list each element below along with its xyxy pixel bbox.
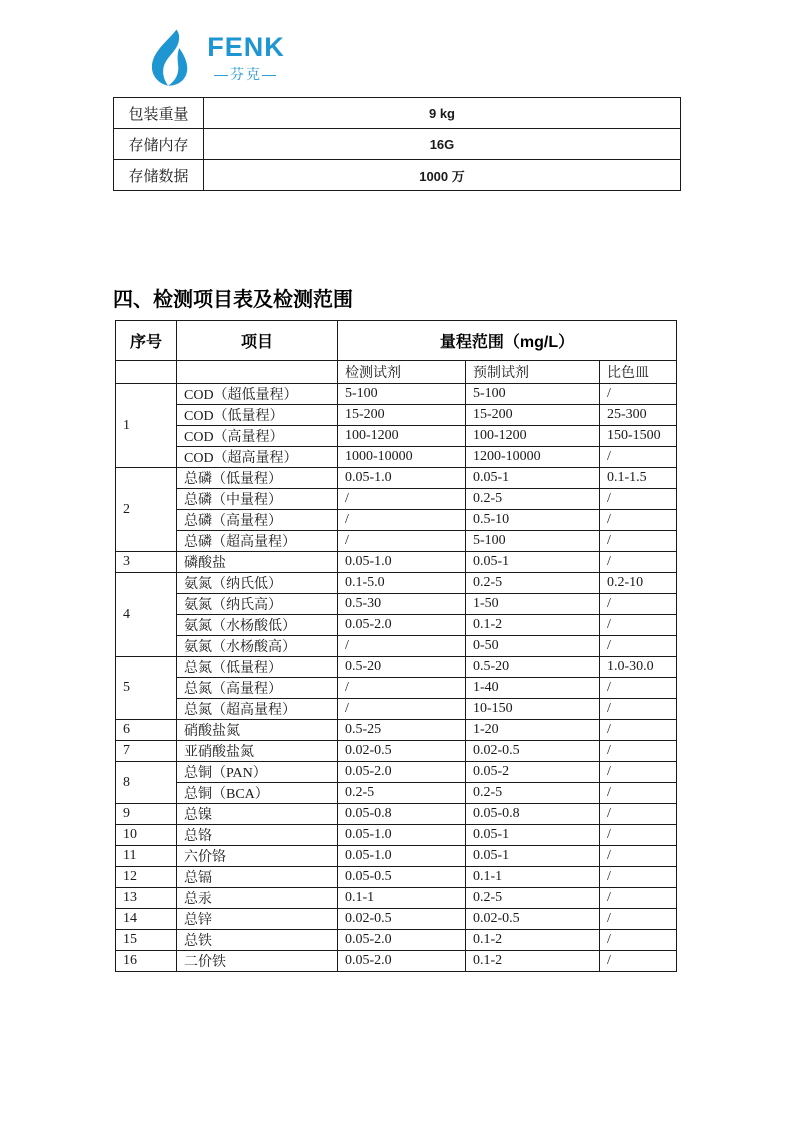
premade-reagent-cell: 5-100 — [466, 384, 600, 405]
item-cell: 总镉 — [177, 867, 338, 888]
item-cell: 硝酸盐氮 — [177, 720, 338, 741]
item-cell: 总锌 — [177, 909, 338, 930]
spec-table — [113, 97, 681, 191]
test-reagent-cell: 0.5-20 — [338, 657, 466, 678]
cuvette-cell: 25-300 — [600, 405, 677, 426]
item-cell: 总氮（低量程） — [177, 657, 338, 678]
cuvette-cell: / — [600, 447, 677, 468]
item-cell: COD（高量程） — [177, 426, 338, 447]
item-cell: 总磷（超高量程） — [177, 531, 338, 552]
col-header-range: 量程范围（mg/L） — [338, 321, 677, 361]
premade-reagent-cell: 0-50 — [466, 636, 600, 657]
test-reagent-cell: 0.5-30 — [338, 594, 466, 615]
premade-reagent-cell: 0.5-20 — [466, 657, 600, 678]
premade-reagent-cell: 0.05-1 — [466, 846, 600, 867]
col-header-item: 项目 — [177, 321, 338, 361]
test-reagent-cell: 15-200 — [338, 405, 466, 426]
cuvette-cell: 0.1-1.5 — [600, 468, 677, 489]
detection-table — [115, 320, 677, 972]
seq-cell: 12 — [116, 867, 177, 888]
test-reagent-cell: 0.05-1.0 — [338, 468, 466, 489]
premade-reagent-cell: 0.1-1 — [466, 867, 600, 888]
seq-cell: 5 — [116, 657, 177, 720]
test-reagent-cell: 0.02-0.5 — [338, 741, 466, 762]
spec-table-row — [114, 98, 681, 129]
table-row — [116, 909, 677, 930]
spec-table-row — [114, 129, 681, 160]
cuvette-cell: / — [600, 867, 677, 888]
spec-table-body — [114, 98, 681, 191]
subheader-empty-item — [177, 361, 338, 384]
premade-reagent-cell: 0.05-2 — [466, 762, 600, 783]
premade-reagent-cell: 0.05-1 — [466, 468, 600, 489]
fenk-logo — [146, 26, 296, 92]
premade-reagent-cell: 0.05-1 — [466, 825, 600, 846]
cuvette-cell: 150-1500 — [600, 426, 677, 447]
spec-label: 存储数据 — [114, 160, 204, 191]
cuvette-cell: / — [600, 510, 677, 531]
item-cell: 氨氮（纳氏低） — [177, 573, 338, 594]
cuvette-cell: / — [600, 804, 677, 825]
cuvette-cell: 0.2-10 — [600, 573, 677, 594]
cuvette-cell: / — [600, 531, 677, 552]
premade-reagent-cell: 0.02-0.5 — [466, 741, 600, 762]
item-cell: 总汞 — [177, 888, 338, 909]
test-reagent-cell: 0.1-1 — [338, 888, 466, 909]
item-cell: 六价铬 — [177, 846, 338, 867]
test-reagent-cell: 0.05-0.8 — [338, 804, 466, 825]
test-reagent-cell: 0.05-1.0 — [338, 825, 466, 846]
cuvette-cell: / — [600, 783, 677, 804]
table-row — [116, 468, 677, 489]
table-row — [116, 804, 677, 825]
subheader-cuvette: 比色皿 — [600, 361, 677, 384]
premade-reagent-cell: 0.1-2 — [466, 615, 600, 636]
test-reagent-cell: 0.05-2.0 — [338, 951, 466, 972]
table-row — [116, 405, 677, 426]
table-row — [116, 636, 677, 657]
table-row — [116, 951, 677, 972]
test-reagent-cell: 0.05-2.0 — [338, 930, 466, 951]
logo-brand-name: FENK — [207, 32, 285, 62]
item-cell: 总铬 — [177, 825, 338, 846]
premade-reagent-cell: 0.5-10 — [466, 510, 600, 531]
seq-cell: 3 — [116, 552, 177, 573]
item-cell: 总镍 — [177, 804, 338, 825]
item-cell: COD（低量程） — [177, 405, 338, 426]
item-cell: 总磷（高量程） — [177, 510, 338, 531]
table-row — [116, 720, 677, 741]
premade-reagent-cell: 1-50 — [466, 594, 600, 615]
spec-label: 包装重量 — [114, 98, 204, 129]
premade-reagent-cell: 5-100 — [466, 531, 600, 552]
seq-cell: 6 — [116, 720, 177, 741]
cuvette-cell: / — [600, 384, 677, 405]
seq-cell: 4 — [116, 573, 177, 657]
table-row — [116, 447, 677, 468]
cuvette-cell: / — [600, 699, 677, 720]
header-row — [116, 321, 677, 361]
test-reagent-cell: 0.05-1.0 — [338, 552, 466, 573]
spec-table-row — [114, 160, 681, 191]
table-row — [116, 426, 677, 447]
table-row — [116, 930, 677, 951]
item-cell: 二价铁 — [177, 951, 338, 972]
table-row — [116, 867, 677, 888]
seq-cell: 11 — [116, 846, 177, 867]
premade-reagent-cell: 0.2-5 — [466, 888, 600, 909]
premade-reagent-cell: 15-200 — [466, 405, 600, 426]
premade-reagent-cell: 10-150 — [466, 699, 600, 720]
item-cell: 总氮（超高量程） — [177, 699, 338, 720]
item-cell: 亚硝酸盐氮 — [177, 741, 338, 762]
test-reagent-cell: 0.05-2.0 — [338, 615, 466, 636]
col-header-seq: 序号 — [116, 321, 177, 361]
test-reagent-cell: 100-1200 — [338, 426, 466, 447]
item-cell: 氨氮（水杨酸高） — [177, 636, 338, 657]
cuvette-cell: / — [600, 888, 677, 909]
premade-reagent-cell: 1200-10000 — [466, 447, 600, 468]
test-reagent-cell: 5-100 — [338, 384, 466, 405]
premade-reagent-cell: 0.1-2 — [466, 930, 600, 951]
subheader-row — [116, 361, 677, 384]
cuvette-cell: / — [600, 930, 677, 951]
table-row — [116, 762, 677, 783]
test-reagent-cell: / — [338, 678, 466, 699]
item-cell: 总磷（低量程） — [177, 468, 338, 489]
seq-cell: 10 — [116, 825, 177, 846]
seq-cell: 8 — [116, 762, 177, 804]
seq-cell: 2 — [116, 468, 177, 552]
item-cell: COD（超低量程） — [177, 384, 338, 405]
test-reagent-cell: / — [338, 531, 466, 552]
table-row — [116, 783, 677, 804]
test-reagent-cell: 1000-10000 — [338, 447, 466, 468]
detection-table-head — [116, 321, 677, 384]
cuvette-cell: / — [600, 489, 677, 510]
spec-value: 1000 万 — [204, 160, 681, 191]
subheader-test-reagent: 检测试剂 — [338, 361, 466, 384]
table-row — [116, 846, 677, 867]
seq-cell: 13 — [116, 888, 177, 909]
table-row — [116, 510, 677, 531]
table-row — [116, 615, 677, 636]
cuvette-cell: / — [600, 762, 677, 783]
table-row — [116, 489, 677, 510]
test-reagent-cell: / — [338, 489, 466, 510]
test-reagent-cell: 0.1-5.0 — [338, 573, 466, 594]
cuvette-cell: / — [600, 825, 677, 846]
logo-brand-name-cn: —芬克— — [214, 66, 278, 82]
table-row — [116, 678, 677, 699]
cuvette-cell: / — [600, 552, 677, 573]
cuvette-cell: / — [600, 720, 677, 741]
table-row — [116, 531, 677, 552]
test-reagent-cell: / — [338, 510, 466, 531]
cuvette-cell: / — [600, 636, 677, 657]
cuvette-cell: / — [600, 678, 677, 699]
premade-reagent-cell: 1-20 — [466, 720, 600, 741]
test-reagent-cell: 0.05-0.5 — [338, 867, 466, 888]
table-row — [116, 573, 677, 594]
detection-table-body — [116, 384, 677, 972]
seq-cell: 16 — [116, 951, 177, 972]
table-row — [116, 594, 677, 615]
premade-reagent-cell: 0.1-2 — [466, 951, 600, 972]
test-reagent-cell: 0.2-5 — [338, 783, 466, 804]
logo-text — [198, 34, 294, 84]
test-reagent-cell: 0.02-0.5 — [338, 909, 466, 930]
item-cell: 氨氮（水杨酸低） — [177, 615, 338, 636]
premade-reagent-cell: 0.02-0.5 — [466, 909, 600, 930]
test-reagent-cell: 0.05-2.0 — [338, 762, 466, 783]
spec-label: 存储内存 — [114, 129, 204, 160]
item-cell: 氨氮（纳氏高） — [177, 594, 338, 615]
cuvette-cell: 1.0-30.0 — [600, 657, 677, 678]
cuvette-cell: / — [600, 594, 677, 615]
water-drop-icon — [146, 28, 192, 90]
premade-reagent-cell: 0.05-1 — [466, 552, 600, 573]
item-cell: 总磷（中量程） — [177, 489, 338, 510]
spec-value: 16G — [204, 129, 681, 160]
cuvette-cell: / — [600, 615, 677, 636]
test-reagent-cell: 0.5-25 — [338, 720, 466, 741]
subheader-premade-reagent: 预制试剂 — [466, 361, 600, 384]
section-heading: 四、检测项目表及检测范围 — [113, 289, 353, 311]
seq-cell: 9 — [116, 804, 177, 825]
cuvette-cell: / — [600, 951, 677, 972]
cuvette-cell: / — [600, 846, 677, 867]
spec-value: 9 kg — [204, 98, 681, 129]
table-row — [116, 384, 677, 405]
seq-cell: 7 — [116, 741, 177, 762]
seq-cell: 1 — [116, 384, 177, 468]
premade-reagent-cell: 0.2-5 — [466, 489, 600, 510]
cuvette-cell: / — [600, 909, 677, 930]
premade-reagent-cell: 1-40 — [466, 678, 600, 699]
item-cell: 总氮（高量程） — [177, 678, 338, 699]
seq-cell: 15 — [116, 930, 177, 951]
item-cell: COD（超高量程） — [177, 447, 338, 468]
table-row — [116, 552, 677, 573]
table-row — [116, 657, 677, 678]
premade-reagent-cell: 100-1200 — [466, 426, 600, 447]
item-cell: 总铜（PAN） — [177, 762, 338, 783]
item-cell: 总铜（BCA） — [177, 783, 338, 804]
table-row — [116, 825, 677, 846]
premade-reagent-cell: 0.05-0.8 — [466, 804, 600, 825]
cuvette-cell: / — [600, 741, 677, 762]
test-reagent-cell: / — [338, 699, 466, 720]
seq-cell: 14 — [116, 909, 177, 930]
test-reagent-cell: / — [338, 636, 466, 657]
table-row — [116, 888, 677, 909]
test-reagent-cell: 0.05-1.0 — [338, 846, 466, 867]
table-row — [116, 741, 677, 762]
item-cell: 总铁 — [177, 930, 338, 951]
subheader-empty-seq — [116, 361, 177, 384]
item-cell: 磷酸盐 — [177, 552, 338, 573]
premade-reagent-cell: 0.2-5 — [466, 783, 600, 804]
table-row — [116, 699, 677, 720]
premade-reagent-cell: 0.2-5 — [466, 573, 600, 594]
